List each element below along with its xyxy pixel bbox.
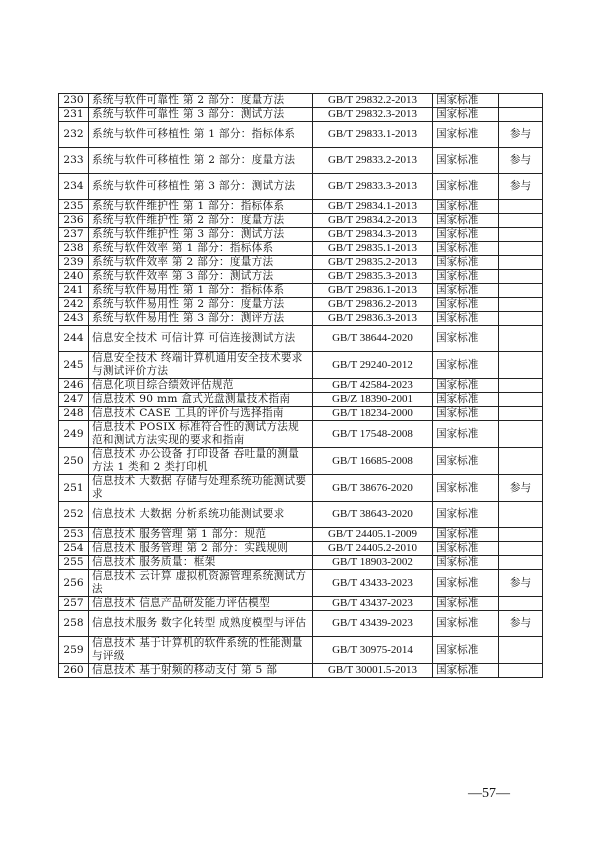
table-row <box>59 312 543 326</box>
participation-mark <box>499 326 543 352</box>
standard-name: 系统与软件可移植性 第 1 部分：指标体系 <box>89 122 313 148</box>
row-number: 232 <box>59 122 89 148</box>
standard-name: 系统与软件效率 第 2 部分：度量方法 <box>89 256 313 270</box>
standards-table-body <box>59 94 543 678</box>
standard-name: 信息技术 信息产品研发能力评估模型 <box>89 597 313 611</box>
standard-type: 国家标准 <box>433 94 499 108</box>
standard-type: 国家标准 <box>433 664 499 678</box>
row-number: 240 <box>59 270 89 284</box>
standard-type: 国家标准 <box>433 379 499 393</box>
standards-table <box>58 93 543 678</box>
row-number: 248 <box>59 407 89 421</box>
standard-code: GB/T 29832.3-2013 <box>313 108 433 122</box>
participation-mark <box>499 448 543 475</box>
standard-name: 信息安全技术 可信计算 可信连接测试方法 <box>89 326 313 352</box>
row-number: 237 <box>59 228 89 242</box>
row-number: 234 <box>59 174 89 200</box>
participation-mark <box>499 284 543 298</box>
standard-code: GB/T 29836.3-2013 <box>313 312 433 326</box>
standard-name: 信息技术 CASE 工具的评价与选择指南 <box>89 407 313 421</box>
participation-mark <box>499 379 543 393</box>
row-number: 233 <box>59 148 89 174</box>
participation-mark: 参与 <box>499 570 543 597</box>
standard-type: 国家标准 <box>433 352 499 379</box>
table-row <box>59 448 543 475</box>
standard-code: GB/T 30001.5-2013 <box>313 664 433 678</box>
standard-code: GB/T 43439-2023 <box>313 611 433 637</box>
standard-name: 信息技术 基于射频的移动支付 第 5 部 <box>89 664 313 678</box>
standard-name: 信息技术 云计算 虚拟机资源管理系统测试方法 <box>89 570 313 597</box>
table-row <box>59 256 543 270</box>
table-row <box>59 611 543 637</box>
participation-mark <box>499 421 543 448</box>
standard-type: 国家标准 <box>433 637 499 664</box>
table-row <box>59 298 543 312</box>
table-row <box>59 284 543 298</box>
standard-code: GB/T 38676-2020 <box>313 475 433 502</box>
row-number: 236 <box>59 214 89 228</box>
standard-name: 信息技术 服务管理 第 1 部分：规范 <box>89 528 313 542</box>
participation-mark <box>499 214 543 228</box>
standard-code: GB/T 42584-2023 <box>313 379 433 393</box>
page-number: —57— <box>468 786 510 801</box>
participation-mark <box>499 637 543 664</box>
standard-type: 国家标准 <box>433 108 499 122</box>
participation-mark <box>499 352 543 379</box>
row-number: 250 <box>59 448 89 475</box>
standard-name: 系统与软件效率 第 1 部分：指标体系 <box>89 242 313 256</box>
standard-type: 国家标准 <box>433 270 499 284</box>
row-number: 258 <box>59 611 89 637</box>
standard-name: 系统与软件易用性 第 1 部分：指标体系 <box>89 284 313 298</box>
standard-code: GB/T 29835.2-2013 <box>313 256 433 270</box>
row-number: 230 <box>59 94 89 108</box>
standard-name: 信息技术 基于计算机的软件系统的性能测量与评级 <box>89 637 313 664</box>
table-row <box>59 597 543 611</box>
table-row <box>59 664 543 678</box>
table-row <box>59 214 543 228</box>
row-number: 254 <box>59 542 89 556</box>
standard-code: GB/T 29836.1-2013 <box>313 284 433 298</box>
participation-mark <box>499 298 543 312</box>
table-row <box>59 502 543 528</box>
table-row <box>59 421 543 448</box>
row-number: 231 <box>59 108 89 122</box>
standard-code: GB/T 38644-2020 <box>313 326 433 352</box>
table-row <box>59 352 543 379</box>
row-number: 259 <box>59 637 89 664</box>
participation-mark <box>499 528 543 542</box>
table-row <box>59 528 543 542</box>
standard-name: 系统与软件易用性 第 2 部分：度量方法 <box>89 298 313 312</box>
participation-mark <box>499 242 543 256</box>
row-number: 255 <box>59 556 89 570</box>
standard-code: GB/T 38643-2020 <box>313 502 433 528</box>
standard-name: 系统与软件可移植性 第 3 部分：测试方法 <box>89 174 313 200</box>
standard-code: GB/T 17548-2008 <box>313 421 433 448</box>
participation-mark <box>499 393 543 407</box>
standard-code: GB/T 29833.1-2013 <box>313 122 433 148</box>
participation-mark <box>499 228 543 242</box>
table-row <box>59 475 543 502</box>
participation-mark <box>499 556 543 570</box>
standard-code: GB/T 43433-2023 <box>313 570 433 597</box>
row-number: 247 <box>59 393 89 407</box>
row-number: 253 <box>59 528 89 542</box>
table-row <box>59 556 543 570</box>
participation-mark <box>499 94 543 108</box>
standard-type: 国家标准 <box>433 502 499 528</box>
standard-type: 国家标准 <box>433 475 499 502</box>
row-number: 260 <box>59 664 89 678</box>
table-row <box>59 148 543 174</box>
standard-name: 系统与软件可靠性 第 3 部分：测试方法 <box>89 108 313 122</box>
table-row <box>59 570 543 597</box>
table-row <box>59 122 543 148</box>
standard-type: 国家标准 <box>433 448 499 475</box>
row-number: 239 <box>59 256 89 270</box>
standard-type: 国家标准 <box>433 256 499 270</box>
standard-code: GB/T 29834.3-2013 <box>313 228 433 242</box>
standard-type: 国家标准 <box>433 556 499 570</box>
table-row <box>59 379 543 393</box>
standard-code: GB/T 29835.1-2013 <box>313 242 433 256</box>
standard-name: 信息技术 POSIX 标准符合性的测试方法规范和测试方法实现的要求和指南 <box>89 421 313 448</box>
row-number: 242 <box>59 298 89 312</box>
table-row <box>59 174 543 200</box>
standard-type: 国家标准 <box>433 242 499 256</box>
standard-type: 国家标准 <box>433 542 499 556</box>
standard-type: 国家标准 <box>433 570 499 597</box>
participation-mark <box>499 270 543 284</box>
standard-type: 国家标准 <box>433 284 499 298</box>
table-row <box>59 407 543 421</box>
standard-name: 信息技术 服务质量：框架 <box>89 556 313 570</box>
standard-type: 国家标准 <box>433 393 499 407</box>
participation-mark <box>499 502 543 528</box>
standard-code: GB/T 18903-2002 <box>313 556 433 570</box>
standard-type: 国家标准 <box>433 597 499 611</box>
standard-code: GB/T 30975-2014 <box>313 637 433 664</box>
row-number: 243 <box>59 312 89 326</box>
standard-name: 信息安全技术 终端计算机通用安全技术要求与测试评价方法 <box>89 352 313 379</box>
table-row <box>59 200 543 214</box>
table-row <box>59 228 543 242</box>
standard-code: GB/T 16685-2008 <box>313 448 433 475</box>
row-number: 246 <box>59 379 89 393</box>
participation-mark: 参与 <box>499 475 543 502</box>
standard-code: GB/T 24405.1-2009 <box>313 528 433 542</box>
participation-mark <box>499 597 543 611</box>
table-row <box>59 637 543 664</box>
table-row <box>59 393 543 407</box>
standard-code: GB/T 29834.2-2013 <box>313 214 433 228</box>
participation-mark <box>499 664 543 678</box>
participation-mark: 参与 <box>499 122 543 148</box>
standard-name: 系统与软件可靠性 第 2 部分：度量方法 <box>89 94 313 108</box>
standard-code: GB/T 18234-2000 <box>313 407 433 421</box>
row-number: 249 <box>59 421 89 448</box>
participation-mark: 参与 <box>499 148 543 174</box>
standard-name: 系统与软件维护性 第 2 部分：度量方法 <box>89 214 313 228</box>
standard-type: 国家标准 <box>433 148 499 174</box>
standard-type: 国家标准 <box>433 326 499 352</box>
participation-mark: 参与 <box>499 611 543 637</box>
standard-code: GB/T 29834.1-2013 <box>313 200 433 214</box>
participation-mark <box>499 256 543 270</box>
standard-type: 国家标准 <box>433 228 499 242</box>
standard-type: 国家标准 <box>433 312 499 326</box>
row-number: 245 <box>59 352 89 379</box>
table-row <box>59 542 543 556</box>
participation-mark <box>499 542 543 556</box>
table-row <box>59 108 543 122</box>
standard-name: 信息技术 办公设备 打印设备 吞吐量的测量方法 1 类和 2 类打印机 <box>89 448 313 475</box>
standard-name: 系统与软件可移植性 第 2 部分：度量方法 <box>89 148 313 174</box>
standard-code: GB/T 29836.2-2013 <box>313 298 433 312</box>
standard-type: 国家标准 <box>433 122 499 148</box>
row-number: 256 <box>59 570 89 597</box>
table-row <box>59 270 543 284</box>
standard-code: GB/T 29833.3-2013 <box>313 174 433 200</box>
table-row <box>59 242 543 256</box>
standard-name: 系统与软件效率 第 3 部分：测试方法 <box>89 270 313 284</box>
participation-mark <box>499 407 543 421</box>
row-number: 257 <box>59 597 89 611</box>
standard-name: 系统与软件易用性 第 3 部分：测评方法 <box>89 312 313 326</box>
standard-type: 国家标准 <box>433 407 499 421</box>
standard-name: 信息技术 90 mm 盒式光盘测量技术指南 <box>89 393 313 407</box>
standard-type: 国家标准 <box>433 528 499 542</box>
participation-mark <box>499 108 543 122</box>
standard-type: 国家标准 <box>433 214 499 228</box>
row-number: 244 <box>59 326 89 352</box>
row-number: 241 <box>59 284 89 298</box>
standard-code: GB/T 29240-2012 <box>313 352 433 379</box>
participation-mark: 参与 <box>499 174 543 200</box>
standard-name: 系统与软件维护性 第 1 部分：指标体系 <box>89 200 313 214</box>
standard-name: 信息技术服务 数字化转型 成熟度模型与评估 <box>89 611 313 637</box>
standard-code: GB/Z 18390-2001 <box>313 393 433 407</box>
row-number: 238 <box>59 242 89 256</box>
table-row <box>59 94 543 108</box>
standard-name: 信息技术 大数据 分析系统功能测试要求 <box>89 502 313 528</box>
standard-type: 国家标准 <box>433 174 499 200</box>
standard-code: GB/T 29835.3-2013 <box>313 270 433 284</box>
standard-name: 信息技术 大数据 存储与处理系统功能测试要求 <box>89 475 313 502</box>
standard-type: 国家标准 <box>433 298 499 312</box>
table-row <box>59 326 543 352</box>
row-number: 252 <box>59 502 89 528</box>
row-number: 251 <box>59 475 89 502</box>
standard-type: 国家标准 <box>433 200 499 214</box>
standard-type: 国家标准 <box>433 421 499 448</box>
standard-code: GB/T 24405.2-2010 <box>313 542 433 556</box>
standard-code: GB/T 29832.2-2013 <box>313 94 433 108</box>
standard-name: 信息化项目综合绩效评估规范 <box>89 379 313 393</box>
standard-code: GB/T 29833.2-2013 <box>313 148 433 174</box>
standard-type: 国家标准 <box>433 611 499 637</box>
row-number: 235 <box>59 200 89 214</box>
standard-name: 系统与软件维护性 第 3 部分：测试方法 <box>89 228 313 242</box>
participation-mark <box>499 200 543 214</box>
standard-code: GB/T 43437-2023 <box>313 597 433 611</box>
participation-mark <box>499 312 543 326</box>
standard-name: 信息技术 服务管理 第 2 部分：实践规则 <box>89 542 313 556</box>
